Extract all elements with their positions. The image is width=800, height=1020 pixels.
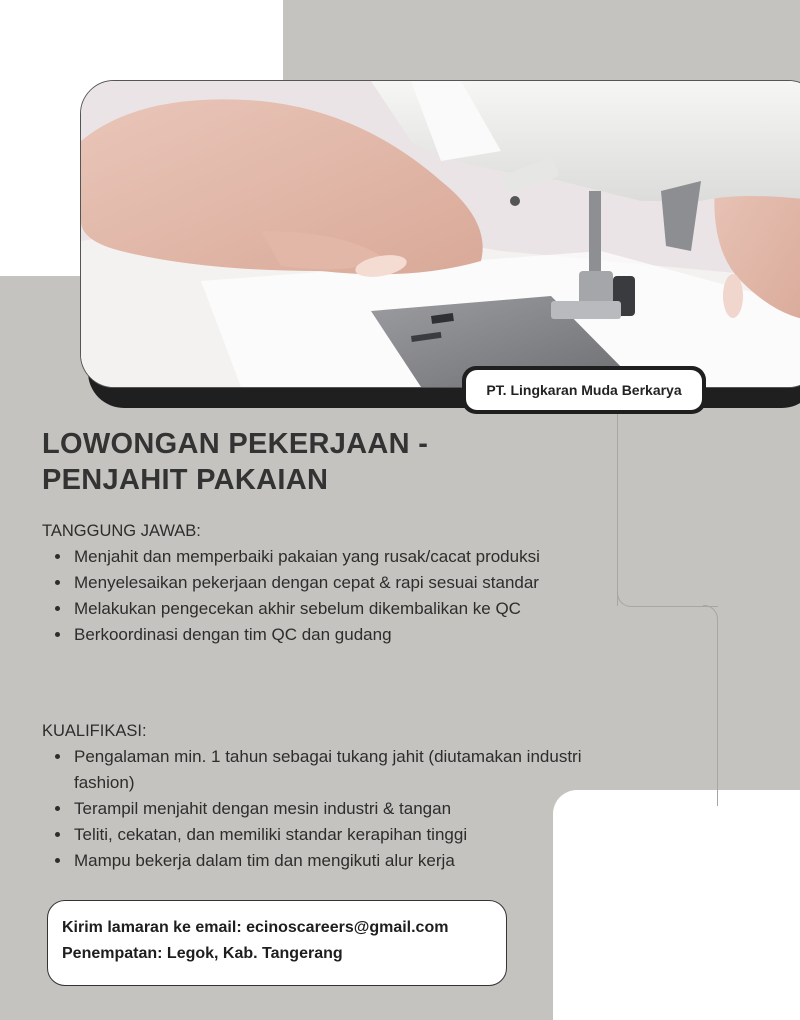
qualifications-section xyxy=(42,718,602,874)
contact-box xyxy=(47,900,507,986)
list-item: • Berkoordinasi dengan tim QC dan gudang xyxy=(72,622,602,648)
decorative-line xyxy=(617,398,718,606)
list-item: • Menjahit dan memperbaiki pakaian yang rusak/cacat produksi xyxy=(72,544,602,570)
qualifications-list xyxy=(42,744,602,874)
company-badge xyxy=(462,366,706,414)
list-item: • Menyelesaikan pekerjaan dengan cepat & rapi sesuai standar xyxy=(72,570,602,596)
page-title-line-1: LOWONGAN PEKERJAAN - xyxy=(42,428,429,460)
company-name: PT. Lingkaran Muda Berkarya xyxy=(466,370,702,410)
list-item: • Teliti, cekatan, dan memiliki standar kerapihan tinggi xyxy=(72,822,602,848)
qualifications-title: KUALIFIKASI: xyxy=(42,722,147,740)
hands-sewing-machine-photo xyxy=(80,80,800,388)
list-item: • Pengalaman min. 1 tahun sebagai tukang jahit (diutamakan industri fashion) xyxy=(72,744,602,796)
contact-placement: Penempatan: Legok, Kab. Tangerang xyxy=(62,945,343,962)
list-item: • Terampil menjahit dengan mesin industri & tangan xyxy=(72,796,602,822)
responsibilities-section xyxy=(42,518,602,648)
decorative-line-vertical xyxy=(703,605,718,806)
page-title-line-2: PENJAHIT PAKAIAN xyxy=(42,464,329,496)
list-item: • Mampu bekerja dalam tim dan mengikuti alur kerja xyxy=(72,848,602,874)
contact-email: Kirim lamaran ke email: ecinoscareers@gmail.com xyxy=(62,919,449,936)
page-title xyxy=(42,426,562,498)
responsibilities-title: TANGGUNG JAWAB: xyxy=(42,522,201,540)
list-item: • Melakukan pengecekan akhir sebelum dikembalikan ke QC xyxy=(72,596,602,622)
responsibilities-list xyxy=(42,544,602,648)
